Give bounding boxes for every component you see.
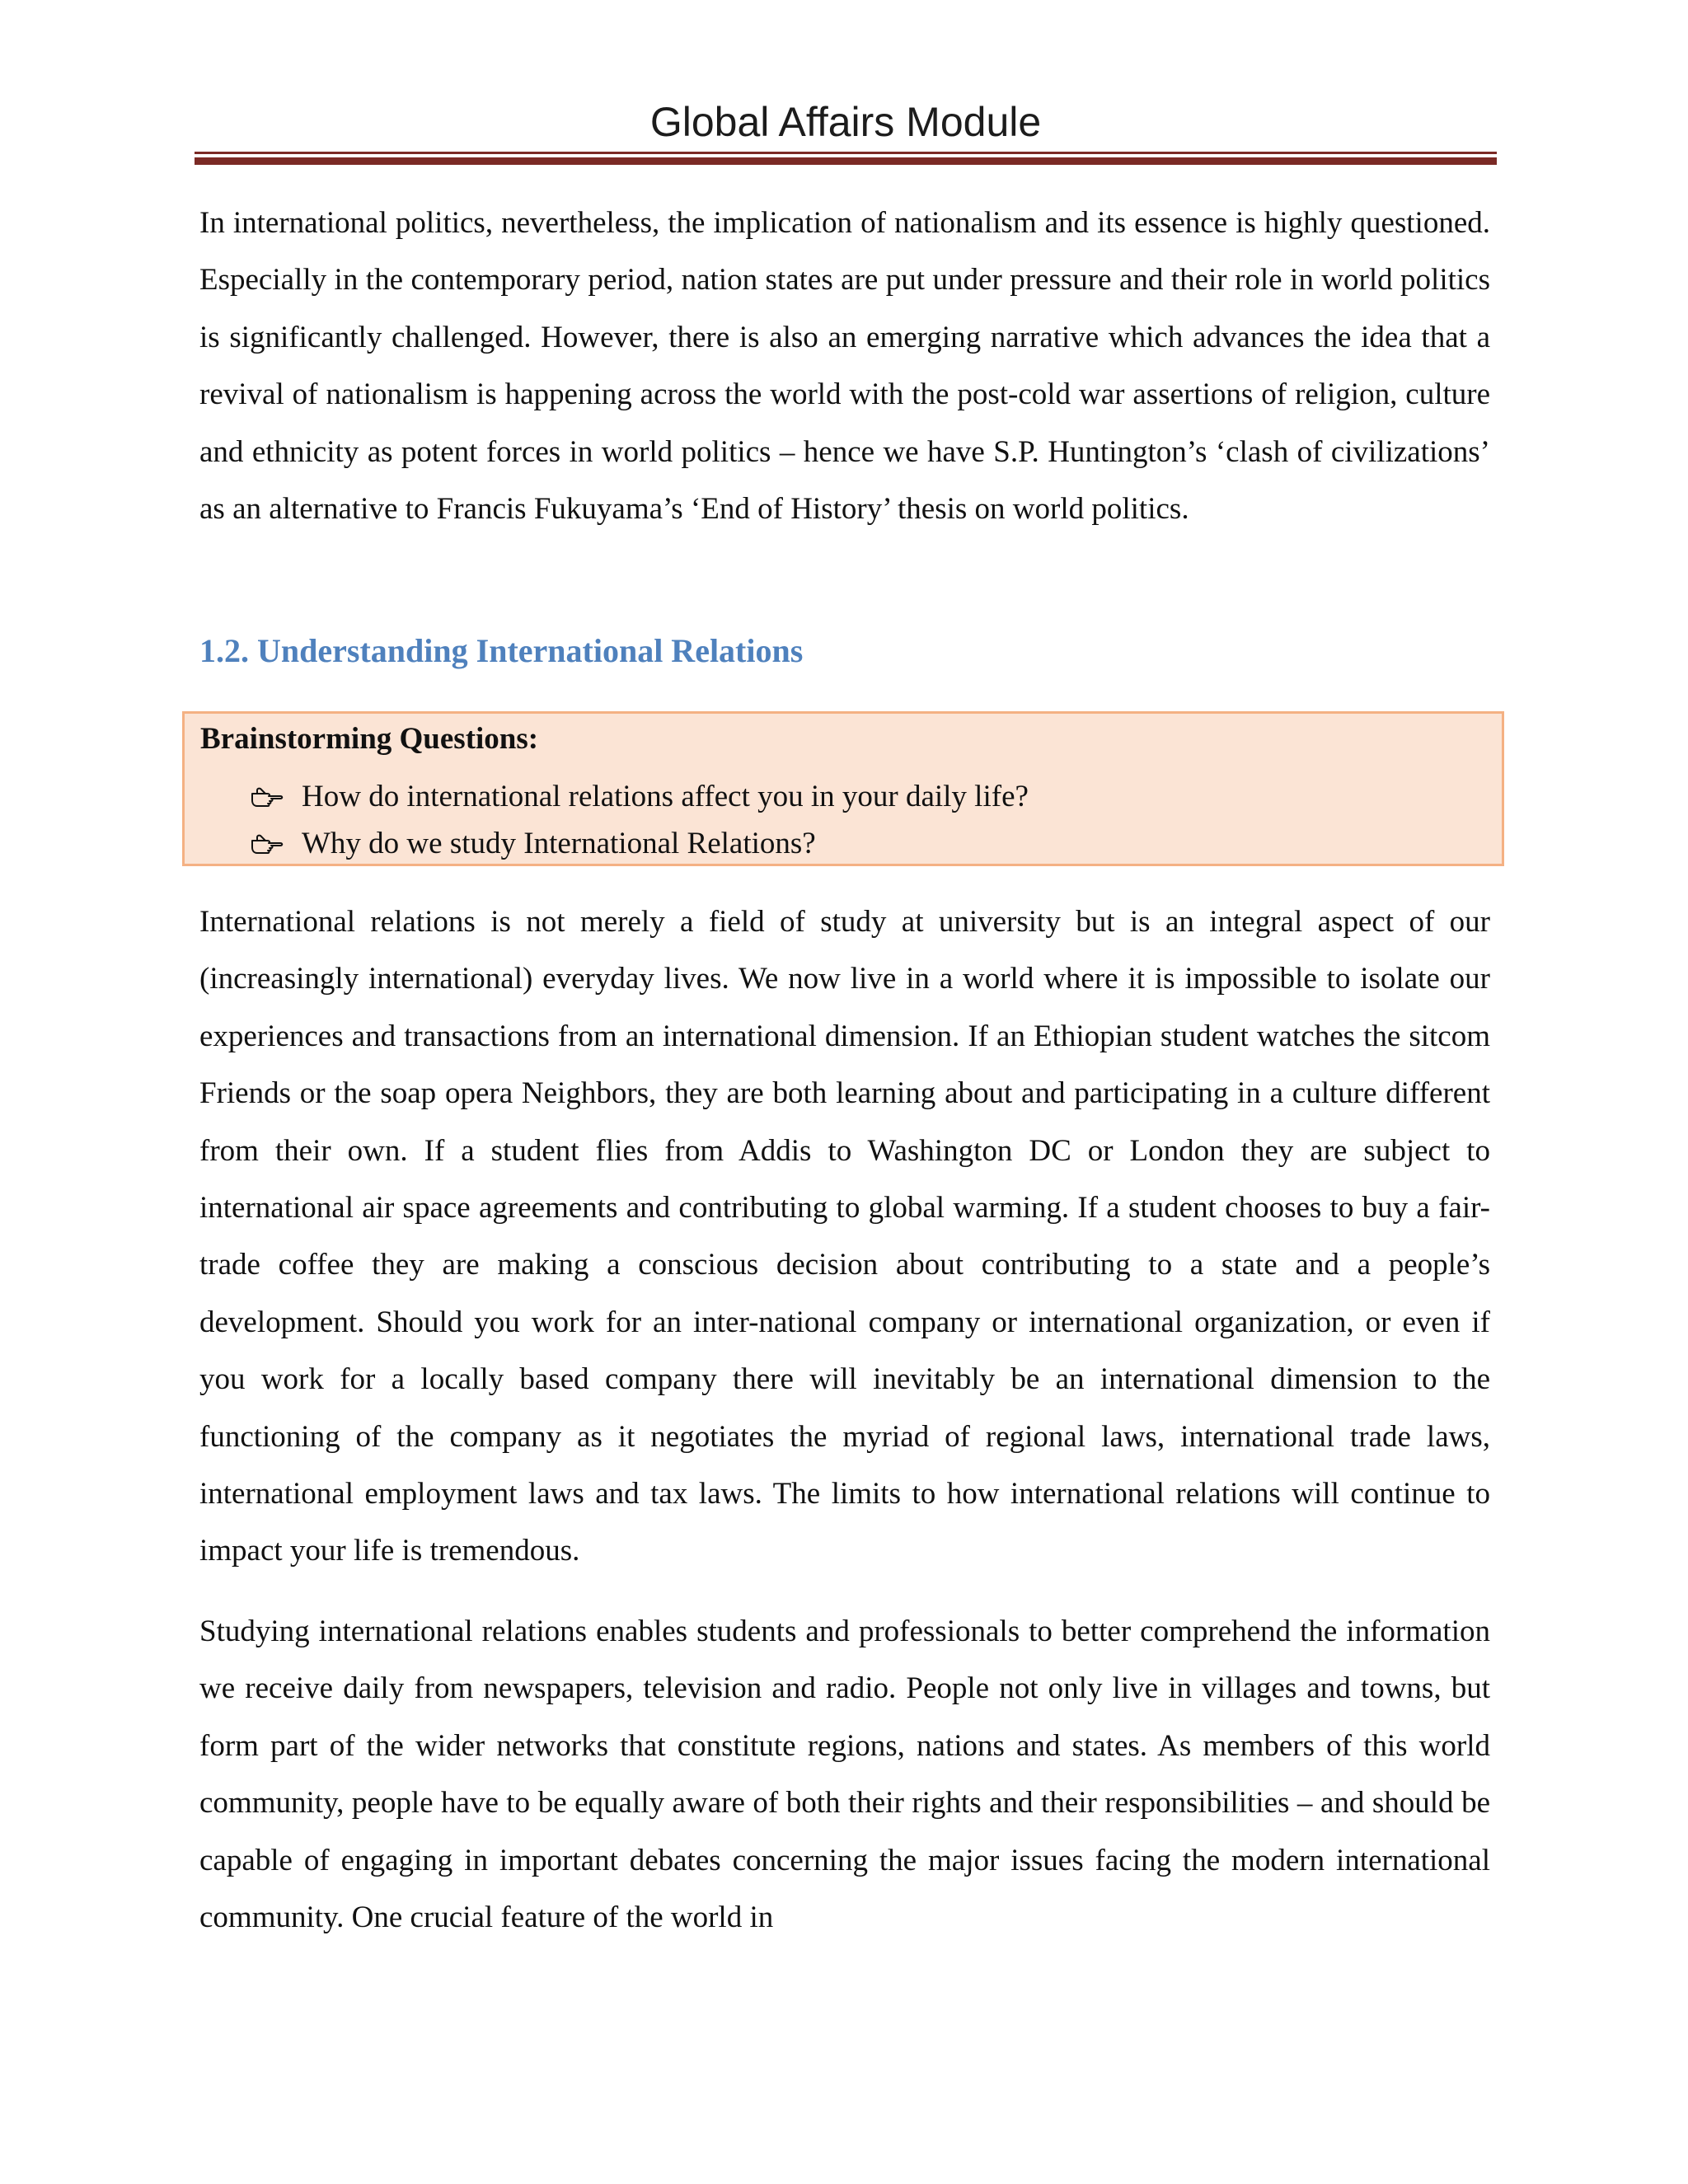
header-rule-thick	[195, 157, 1497, 165]
header-rule-thin	[195, 152, 1497, 154]
section-heading: 1.2. Understanding International Relations	[199, 632, 804, 669]
brainstorming-callout	[182, 711, 1504, 866]
callout-item-2	[251, 823, 816, 865]
pointing-hand-icon	[251, 786, 284, 808]
callout-item-1-text: How do international relations affect you in your daily life?	[302, 780, 1029, 813]
body-paragraph-3: Studying international relations enables students and professionals to better comprehend the information we receive daily from newspapers, television and radio. People not only live in villages and towns, but form part of the wider networks that constitute regions, nations and states. As members of this world community, people have to be equally aware of both their rights and their responsibilities – and should be capable of engaging in important debates concerning the major issues facing the modern international community. One crucial feature of the world in	[199, 1615, 1490, 1935]
page-header-title: Global Affairs Module	[649, 99, 1042, 145]
body-paragraph-2: International relations is not merely a field of study at university but is an integral aspect of our (increasingly international) everyday lives. We now live in a world where it is impossible to isolate our experiences and transactions from an international dimension. If an Ethiopian student watches the sitcom Friends or the soap opera Neighbors, they are both learning about and participating in a culture different from their own. If a student flies from Addis to Washington DC or London they are subject to international air space agreements and contributing to global warming. If a student chooses to buy a fair-trade coffee they are making a conscious decision about contributing to a state and a people’s development. Should you work for an inter-national company or international organization, or even if you work for a locally based company there will inevitably be an international dimension to the functioning of the company as it negotiates the myriad of regional laws, international trade laws, international employment laws and tax laws. The limits to how international relations will continue to impact your life is tremendous.	[199, 905, 1490, 1568]
body-paragraph-1: In international politics, nevertheless, the implication of nationalism and its essence is highly questioned. Especially in the contemporary period, nation states are put under pressure and their role in world politics is significantly challenged. However, there is also an emerging narrative which advances the idea that a revival of nationalism is happening across the world with the post-cold war assertions of religion, culture and ethnicity as potent forces in world politics – hence we have S.P. Huntington’s ‘clash of civilizations’ as an alternative to Francis Fukuyama’s ‘End of History’ thesis on world politics.	[199, 206, 1490, 527]
callout-item-1	[251, 776, 1029, 818]
callout-item-2-text: Why do we study International Relations?	[302, 827, 816, 860]
callout-title: Brainstorming Questions:	[200, 722, 539, 756]
pointing-hand-icon	[251, 833, 284, 855]
